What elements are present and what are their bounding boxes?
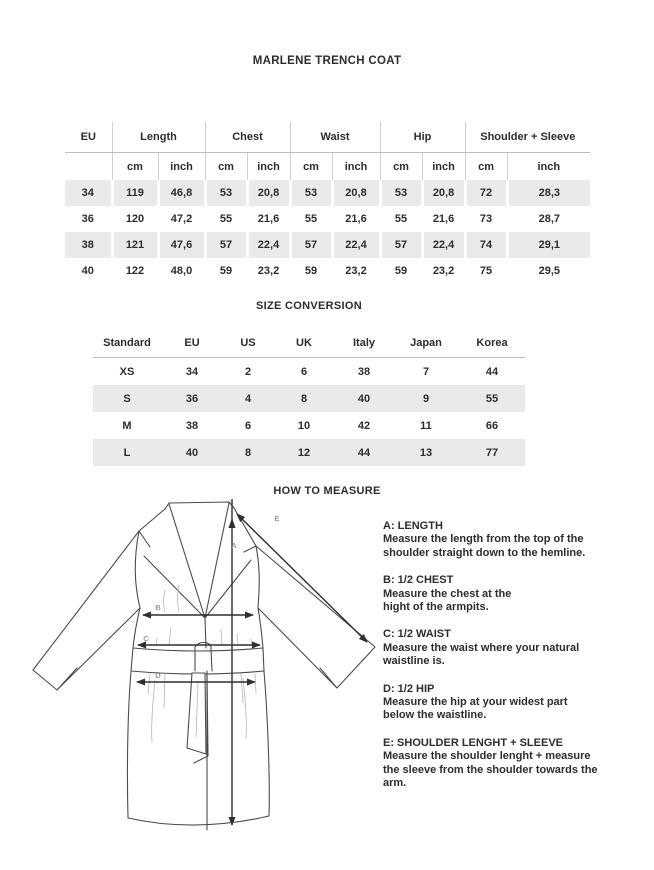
conversion-column-header: Italy bbox=[335, 329, 393, 358]
size-value-cell: 21,6 bbox=[332, 206, 380, 232]
coat-lapel-right-inner bbox=[205, 503, 229, 618]
size-value-cell: 22,4 bbox=[332, 232, 380, 258]
size-value-cell: 28,3 bbox=[507, 180, 590, 206]
size-conversion-title: SIZE CONVERSION bbox=[256, 300, 362, 312]
size-value-cell: 59 bbox=[205, 258, 247, 284]
instruction-heading: E: SHOULDER LENGHT + SLEEVE bbox=[383, 736, 563, 749]
column-group-header: Shoulder + Sleeve bbox=[465, 122, 590, 153]
size-value-cell: 53 bbox=[290, 180, 332, 206]
table-row bbox=[93, 412, 525, 439]
table-row bbox=[93, 385, 525, 412]
eu-size-cell: 40 bbox=[81, 265, 94, 277]
size-value-cell: 74 bbox=[465, 232, 507, 258]
conversion-value-cell: 44 bbox=[485, 365, 499, 378]
instruction-item bbox=[383, 737, 623, 791]
conversion-value-cell: 38 bbox=[185, 419, 199, 432]
size-value-cell: 59 bbox=[380, 258, 422, 284]
size-value-cell: 55 bbox=[380, 206, 422, 232]
size-value-cell: 20,8 bbox=[422, 180, 465, 206]
conversion-value-cell: 40 bbox=[357, 392, 371, 405]
instruction-heading: A: LENGTH bbox=[383, 520, 443, 532]
size-value-cell: 75 bbox=[465, 258, 507, 284]
size-value-cell: 22,4 bbox=[247, 232, 290, 258]
conversion-value-cell: 36 bbox=[185, 392, 199, 405]
diagram-label-d: D bbox=[155, 671, 161, 680]
instruction-item bbox=[383, 683, 623, 723]
column-group-header: Length bbox=[112, 122, 205, 153]
eu-size-cell: 34 bbox=[81, 187, 94, 199]
size-value-cell: 73 bbox=[465, 206, 507, 232]
unit-header: inch bbox=[507, 153, 590, 181]
instruction-item bbox=[383, 574, 623, 614]
coat-sleeve-right bbox=[256, 546, 375, 688]
coat-hem bbox=[128, 816, 269, 825]
unit-header: cm bbox=[380, 153, 422, 181]
conversion-value-cell: 8 bbox=[300, 392, 308, 405]
size-value-cell: 21,6 bbox=[422, 206, 465, 232]
conv-table-header-row bbox=[93, 329, 525, 358]
coat-armhole-right bbox=[256, 546, 259, 608]
conversion-value-cell: 12 bbox=[297, 446, 311, 459]
coat-measurement-diagram bbox=[15, 497, 385, 847]
coat-shoulder-left bbox=[139, 509, 165, 531]
size-value-cell: 29,5 bbox=[507, 258, 590, 284]
conversion-value-cell: M bbox=[122, 419, 132, 432]
eu-size-cell: 38 bbox=[81, 239, 94, 251]
instruction-line: Measure the waist where your natural bbox=[383, 641, 580, 654]
size-table bbox=[65, 122, 590, 284]
conversion-column-header: Japan bbox=[393, 329, 459, 358]
conversion-value-cell: 11 bbox=[420, 419, 432, 432]
diagram-label-b: B bbox=[155, 603, 161, 612]
instruction-line: Measure the length from the top of the bbox=[383, 533, 584, 546]
conversion-value-cell: 13 bbox=[419, 446, 433, 459]
conversion-value-cell: 38 bbox=[357, 365, 371, 378]
size-value-cell: 21,6 bbox=[247, 206, 290, 232]
size-value-cell: 47,2 bbox=[158, 206, 205, 232]
instruction-heading: B: 1/2 CHEST bbox=[383, 574, 454, 587]
conversion-value-cell: 2 bbox=[244, 365, 252, 378]
size-value-cell: 57 bbox=[290, 232, 332, 258]
size-value-cell: 53 bbox=[380, 180, 422, 206]
diagram-label-e: E bbox=[274, 514, 280, 523]
conversion-value-cell: 55 bbox=[485, 392, 499, 405]
instruction-heading: D: 1/2 HIP bbox=[383, 682, 435, 695]
instruction-line: below the waistline. bbox=[383, 709, 487, 722]
table-row bbox=[93, 439, 525, 466]
size-value-cell: 46,8 bbox=[158, 180, 205, 206]
coat-belt bbox=[131, 648, 264, 674]
conversion-column-header: US bbox=[223, 329, 273, 358]
diagram-label-a: A bbox=[231, 541, 237, 550]
conversion-value-cell: 77 bbox=[485, 446, 499, 459]
unit-header: cm bbox=[205, 153, 247, 181]
size-value-cell: 119 bbox=[112, 180, 158, 206]
conversion-value-cell: S bbox=[123, 392, 131, 405]
coat-skirt-right bbox=[264, 671, 269, 816]
instruction-line: hight of the armpits. bbox=[383, 601, 489, 614]
size-table-body bbox=[65, 180, 590, 284]
table-row bbox=[93, 358, 525, 386]
table-row bbox=[65, 232, 590, 258]
measure-line-e bbox=[237, 514, 367, 642]
unit-header: inch bbox=[247, 153, 290, 181]
coat-collar bbox=[165, 502, 234, 509]
conversion-value-cell: XS bbox=[119, 365, 135, 378]
size-table-section bbox=[65, 122, 590, 284]
size-value-cell: 48,0 bbox=[158, 258, 205, 284]
unit-header: cm bbox=[290, 153, 332, 181]
column-group-header: Waist bbox=[290, 122, 380, 153]
coat-outline bbox=[33, 502, 375, 830]
size-conversion-section bbox=[93, 329, 525, 466]
instruction-item bbox=[383, 628, 623, 668]
unit-header: inch bbox=[422, 153, 465, 181]
page-title: MARLENE TRENCH COAT bbox=[252, 55, 402, 67]
size-value-cell: 120 bbox=[112, 206, 158, 232]
size-value-cell: 55 bbox=[205, 206, 247, 232]
conversion-column-header: EU bbox=[161, 329, 223, 358]
column-group-header: Chest bbox=[205, 122, 290, 153]
coat-lapel-left-inner bbox=[169, 504, 205, 618]
conversion-value-cell: 10 bbox=[297, 419, 311, 432]
conversion-column-header: Standard bbox=[93, 329, 161, 358]
conversion-value-cell: 44 bbox=[357, 446, 371, 459]
conversion-value-cell: 42 bbox=[357, 419, 371, 432]
how-to-measure-title: HOW TO MEASURE bbox=[273, 485, 381, 497]
coat-side-right bbox=[258, 608, 263, 648]
size-table-group-row bbox=[65, 122, 590, 153]
conversion-column-header: UK bbox=[273, 329, 335, 358]
conversion-value-cell: L bbox=[123, 446, 131, 459]
conv-table-body bbox=[93, 358, 525, 467]
coat-armhole-left bbox=[135, 531, 140, 608]
size-value-cell: 29,1 bbox=[507, 232, 590, 258]
unit-header: cm bbox=[112, 153, 158, 181]
size-value-cell: 55 bbox=[290, 206, 332, 232]
size-value-cell: 22,4 bbox=[422, 232, 465, 258]
column-group-header: EU bbox=[65, 122, 112, 153]
diagram-label-c: C bbox=[143, 634, 149, 643]
size-value-cell: 72 bbox=[465, 180, 507, 206]
instruction-line: the sleeve from the shoulder towards the arm. bbox=[383, 763, 598, 790]
size-value-cell: 57 bbox=[380, 232, 422, 258]
size-value-cell: 23,2 bbox=[247, 258, 290, 284]
coat-lapel-left-notch bbox=[139, 531, 205, 618]
conv-table-header bbox=[93, 329, 525, 358]
size-value-cell: 20,8 bbox=[332, 180, 380, 206]
size-value-cell: 23,2 bbox=[422, 258, 465, 284]
conversion-value-cell: 34 bbox=[185, 365, 199, 378]
size-value-cell: 122 bbox=[112, 258, 158, 284]
coat-belt-knot bbox=[195, 642, 212, 671]
conversion-value-cell: 7 bbox=[422, 365, 430, 378]
measure-arrowhead-a-up bbox=[228, 518, 235, 528]
instruction-heading: C: 1/2 WAIST bbox=[383, 628, 451, 641]
size-value-cell: 23,2 bbox=[332, 258, 380, 284]
instruction-item bbox=[383, 520, 623, 560]
conversion-value-cell: 40 bbox=[185, 446, 199, 459]
conversion-value-cell: 8 bbox=[244, 446, 252, 459]
table-row bbox=[65, 258, 590, 284]
table-row bbox=[65, 180, 590, 206]
size-value-cell: 59 bbox=[290, 258, 332, 284]
conversion-value-cell: 66 bbox=[485, 419, 499, 432]
size-value-cell: 47,6 bbox=[158, 232, 205, 258]
size-table-unit-row bbox=[65, 153, 590, 181]
unit-header: inch bbox=[158, 153, 205, 181]
unit-header: inch bbox=[332, 153, 380, 181]
measure-instructions bbox=[383, 520, 623, 805]
size-value-cell: 28,7 bbox=[507, 206, 590, 232]
coat-sleeve-left bbox=[33, 531, 140, 690]
conversion-value-cell: 6 bbox=[244, 419, 252, 432]
instruction-line: waistline is. bbox=[383, 655, 445, 668]
instruction-line: Measure the chest at the bbox=[383, 587, 512, 600]
conversion-value-cell: 9 bbox=[422, 392, 430, 405]
conversion-value-cell: 4 bbox=[244, 392, 252, 405]
size-value-cell: 57 bbox=[205, 232, 247, 258]
table-row bbox=[65, 206, 590, 232]
conversion-column-header: Korea bbox=[459, 329, 525, 358]
instruction-line: Measure the shoulder lenght + measure bbox=[383, 750, 591, 763]
column-group-header: Hip bbox=[380, 122, 465, 153]
size-value-cell: 121 bbox=[112, 232, 158, 258]
coat-skirt-left bbox=[127, 671, 131, 818]
unit-header-empty bbox=[65, 153, 112, 181]
eu-size-cell: 36 bbox=[81, 213, 94, 225]
size-value-cell: 53 bbox=[205, 180, 247, 206]
size-value-cell: 20,8 bbox=[247, 180, 290, 206]
unit-header: cm bbox=[465, 153, 507, 181]
size-conversion-table bbox=[93, 329, 525, 466]
instruction-line: shoulder straight down to the hemline. bbox=[383, 546, 586, 559]
conversion-value-cell: 6 bbox=[300, 365, 308, 378]
instruction-line: Measure the hip at your widest part bbox=[383, 696, 568, 709]
size-table-header bbox=[65, 122, 590, 180]
